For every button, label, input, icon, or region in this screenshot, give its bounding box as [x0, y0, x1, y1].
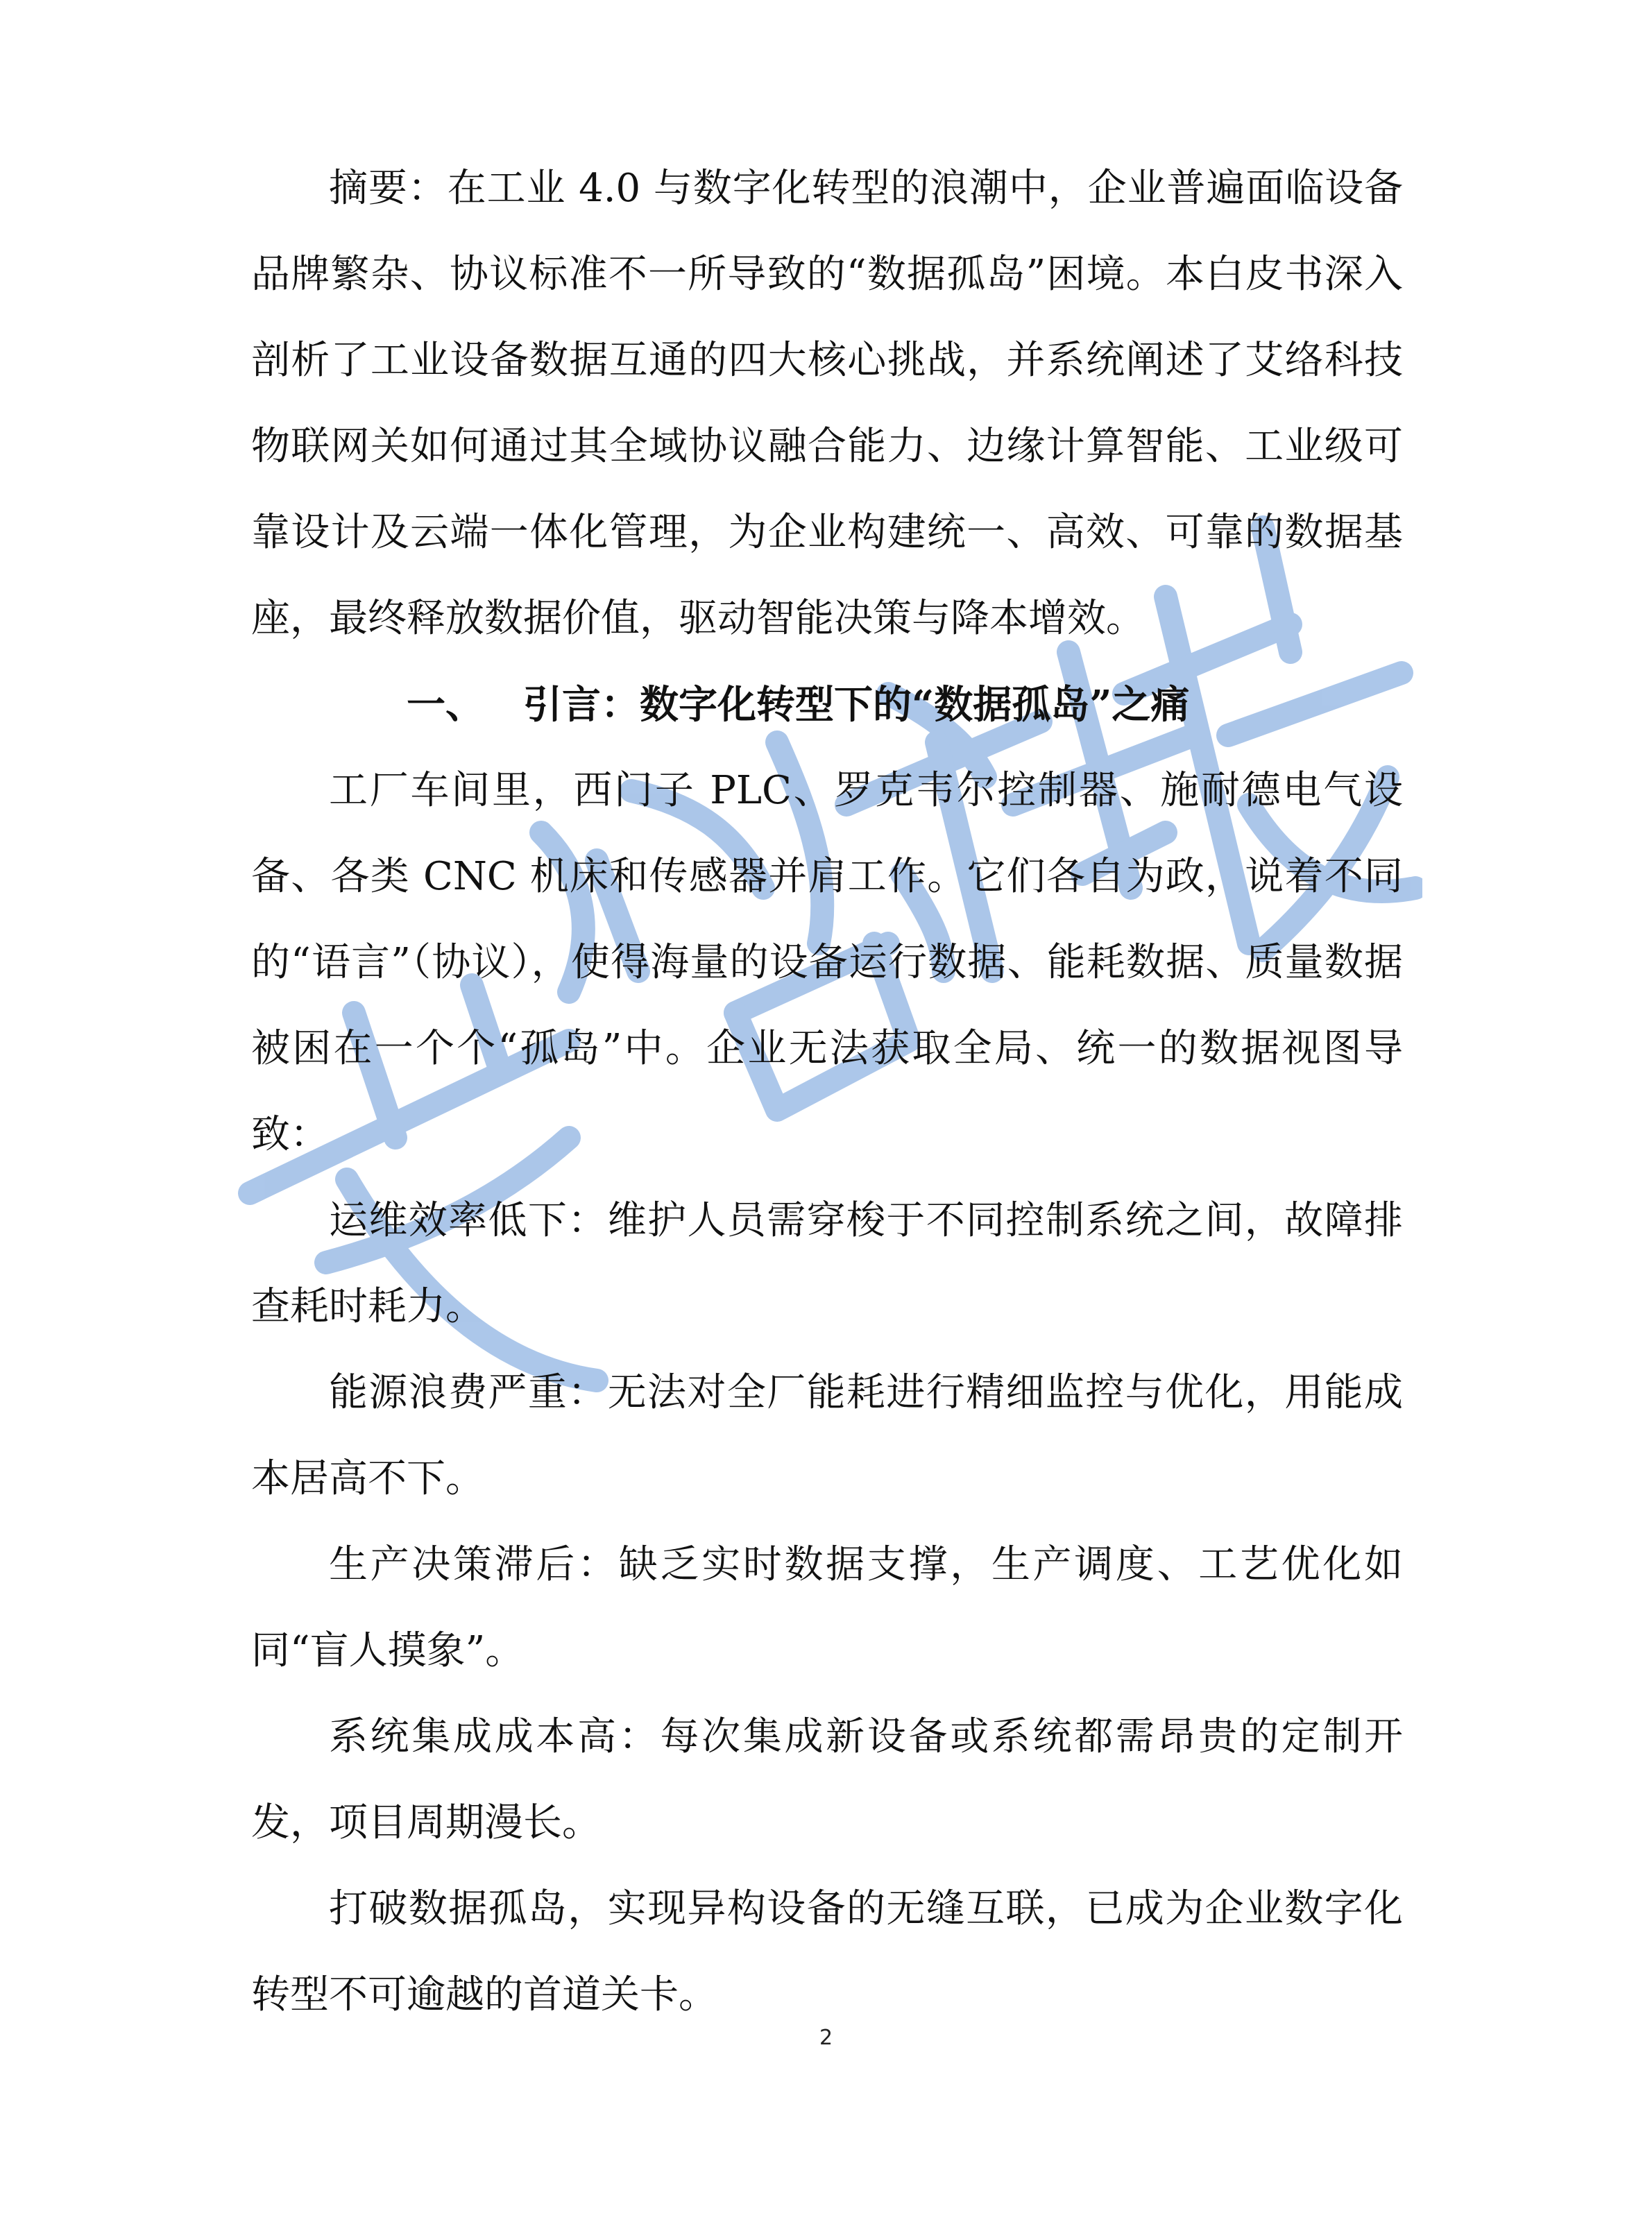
issue-paragraph-decision: 生产决策滞后：缺乏实时数据支撑，生产调度、工艺优化如同“盲人摸象”。: [251, 1542, 1403, 1673]
section-number: 一、: [407, 682, 484, 728]
issue-paragraph-ops: 运维效率低下：维护人员需穿梭于不同控制系统之间，故障排查耗时耗力。: [251, 1198, 1403, 1329]
document-body: [251, 146, 1403, 2038]
section-heading: [251, 662, 1403, 748]
section-title: 引言：数字化转型下的“数据孤岛”之痛: [523, 682, 1190, 728]
intro-paragraph: 工厂车间里，西门子 PLC、罗克韦尔控制器、施耐德电气设备、各类 CNC 机床和传感器并肩工作。它们各自为政，说着不同的“语言”（协议），使得海量的设备运行数据、能耗数据、质量数据被困在一个个“孤岛”中。企业无法获取全局、统一的数据视图导致：: [251, 768, 1403, 1157]
abstract-paragraph: 摘要：在工业 4.0 与数字化转型的浪潮中，企业普遍面临设备品牌繁杂、协议标准不一所导致的“数据孤岛”困境。本白皮书深入剖析了工业设备数据互通的四大核心挑战，并系统阐述了艾络科技物联网关如何通过其全域协议融合能力、边缘计算智能、工业级可靠设计及云端一体化管理，为企业构建统一、高效、可靠的数据基座，最终释放数据价值，驱动智能决策与降本增效。: [251, 166, 1403, 641]
conclusion-paragraph: 打破数据孤岛，实现异构设备的无缝互联，已成为企业数字化转型不可逾越的首道关卡。: [251, 1886, 1403, 2017]
issue-paragraph-integration: 系统集成成本高：每次集成新设备或系统都需昂贵的定制开发，项目周期漫长。: [251, 1714, 1403, 1845]
page-number: 2: [819, 2026, 833, 2050]
issue-paragraph-energy: 能源浪费严重：无法对全厂能耗进行精细监控与优化，用能成本居高不下。: [251, 1370, 1403, 1501]
